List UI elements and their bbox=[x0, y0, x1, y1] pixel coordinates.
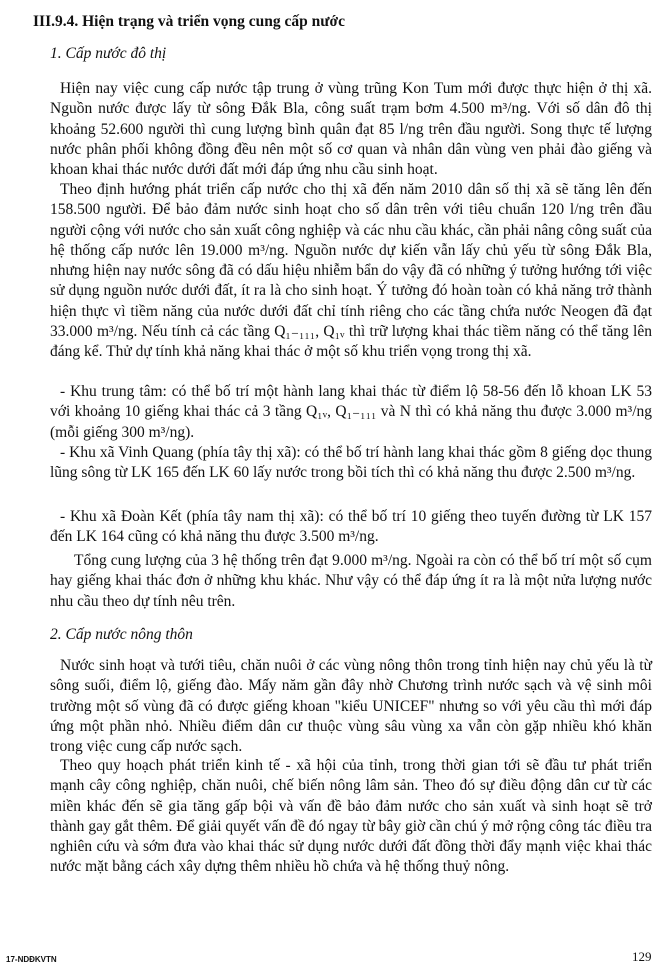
paragraph-1-text: Hiện nay việc cung cấp nước tập trung ở vùng trũng Kon Tum mới được thực hiện ở thị xã. Nguồn nước được lấy từ sông Đắk Bla, công suất trạm bơm 4.500 m³/ng. Với số dân đô thị khoảng 52.600 người thì cung lượng bình quân đạt 85 l/ng trên đầu người. Song thực tế lượng nước phân phối không đồng đều nên một số cơ quan và nhân dân vùng ven phải đào giếng và khoan khai thác nước dưới đất mới đáp ứng nhu cầu sinh hoạt. bbox=[50, 80, 652, 179]
paragraph-7 bbox=[50, 656, 652, 757]
paragraph-8 bbox=[50, 756, 652, 878]
paragraph-5-text: - Khu xã Đoàn Kết (phía tây nam thị xã): có thể bố trí 10 giếng theo tuyến đường từ LK 157 đến LK 164 cũng có khả năng thu được 3.500 m³/ng. bbox=[50, 508, 652, 546]
paragraph-8-text: Theo quy hoạch phát triển kinh tế - xã hội của tỉnh, trong thời gian tới sẽ đầu tư phát triển mạnh cây công nghiệp, chăn nuôi, chế biến nông lâm sản. Theo đó sự điều động dân cư từ các miền khác đến sẽ gia tăng gấp bội và vấn đề bảo đảm nước cho sản xuất và sinh hoạt sẽ trở thành gay gắt thêm. Để giải quyết vấn đề đó ngay từ bây giờ cần chú ý mở rộng công tác điều tra nghiên cứu và sớm đưa vào khai thác sử dụng nước dưới đất đồng thời đẩy mạnh việc khai thác nước mặt bằng cách xây dựng thêm nhiều hồ chứa và hệ thống thuỷ nông. bbox=[50, 757, 652, 876]
paragraph-6 bbox=[50, 551, 652, 612]
paragraph-4-text: - Khu xã Vinh Quang (phía tây thị xã): có thể bố trí hành lang khai thác gồm 8 giếng dọc thung lũng sông từ LK 165 đến LK 60 lấy nước trong bồi tích thì có khả năng thu được 2.500 m³/ng. bbox=[50, 444, 652, 482]
paragraph-6-text: Tổng cung lượng của 3 hệ thống trên đạt 9.000 m³/ng. Ngoài ra còn có thể bố trí một số cụm hay giếng khai thác đơn ở những khu khác. Như vậy có thể đáp ứng ít ra là một nửa lượng nước nhu cầu theo dự tính nêu trên. bbox=[50, 552, 652, 610]
paragraph-3-text: - Khu trung tâm: có thể bố trí một hành lang khai thác từ điểm lộ 58-56 đến lỗ khoan LK 53 với khoảng 10 giếng khai thác cả 3 tầng Q₁ᵥ, Q₁₋₁₁₁ và N thì có khả năng thu được 3.000 m³/ng (mỗi giếng 300 m³/ng). bbox=[50, 383, 652, 441]
subsection-title-urban: 1. Cấp nước đô thị bbox=[50, 45, 167, 62]
section-heading: III.9.4. Hiện trạng và triển vọng cung cấp nước bbox=[33, 13, 345, 30]
subsection-title-rural: 2. Cấp nước nông thôn bbox=[50, 626, 193, 643]
paragraph-2 bbox=[50, 180, 652, 363]
page-number: 129 bbox=[632, 949, 652, 964]
paragraph-4 bbox=[50, 443, 652, 484]
paragraph-1 bbox=[50, 79, 652, 180]
paragraph-2-text: Theo định hướng phát triển cấp nước cho thị xã đến năm 2010 dân số thị xã sẽ tăng lên đến 158.500 người. Để bảo đảm nước sinh hoạt cho số dân trên với tiêu chuẩn 120 l/ng trên đầu người cộng với nước cho sản xuất công nghiệp và các nhu cầu khác, cần phải nâng công suất của hệ thống cấp nước lên 19.000 m³/ng. Nguồn nước dự kiến vẫn lấy chủ yếu từ sông Đắk Bla, nhưng hiện nay nước sông đã có dấu hiệu nhiễm bẩn do vậy đã có những ý tưởng hướng tới việc sử dụng nguồn nước dưới đất, ít ra là cho sinh hoạt. Ý tưởng đó hoàn toàn có khả năng trở thành hiện thực vì tiềm năng của nước dưới đất chỉ tính riêng cho các tầng chứa nước Neogen đã đạt 33.000 m³/ng. Nếu tính cả các tầng Q₁₋₁₁₁, Q₁ᵥ thì trữ lượng khai thác tiềm năng có thể tăng lên đáng kể. Thử dự tính khả năng khai thác ở một số khu triển vọng trong thị xã. bbox=[50, 181, 652, 361]
footer-code: 17-NDĐKVTN bbox=[6, 955, 57, 964]
paragraph-7-text: Nước sinh hoạt và tưới tiêu, chăn nuôi ở các vùng nông thôn trong tỉnh hiện nay chủ yếu là từ sông suối, điểm lộ, giếng đào. Mấy năm gần đây nhờ Chương trình nước sạch và vệ sinh môi trường một số vùng đã có được giếng khoan "kiểu UNICEF" nhưng so với yêu cầu thì mới đáp ứng một phần nhỏ. Nhiều điểm dân cư thuộc vùng sâu vùng xa vẫn còn gặp nhiều khó khăn trong việc cung cấp nước sạch. bbox=[50, 657, 652, 756]
paragraph-5 bbox=[50, 507, 652, 548]
paragraph-3 bbox=[50, 382, 652, 443]
